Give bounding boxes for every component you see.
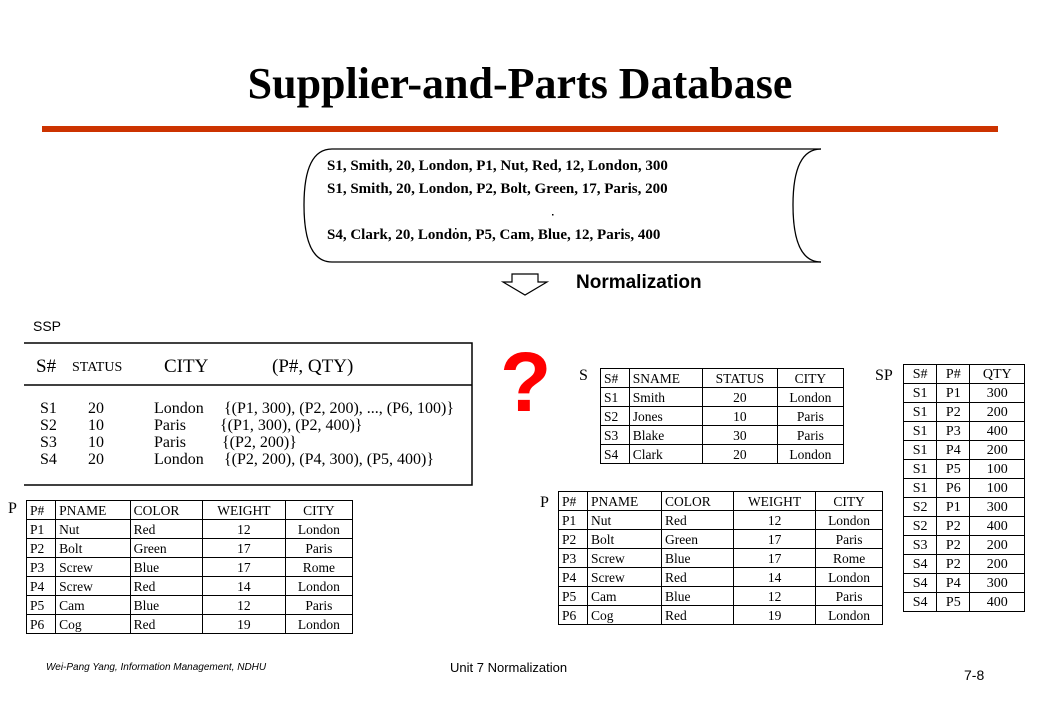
table-cell: Nut [56,520,130,539]
table-cell: 14 [203,577,286,596]
flat-record-line: S1, Smith, 20, London, P2, Bolt, Green, 17, Paris, 200 [327,181,668,197]
table-cell: Blue [130,558,202,577]
table-row [27,615,353,634]
table-cell: Paris [816,587,883,606]
table-cell: Red [662,568,734,587]
table-cell: S2 [601,407,630,426]
table-cell: Screw [56,558,130,577]
table-cell: Red [130,577,202,596]
table-row [904,517,1025,536]
table-cell: P4 [937,574,970,593]
table-row [601,388,844,407]
table-cell: 300 [970,574,1025,593]
table-cell: 300 [970,384,1025,403]
table-cell: S4 [904,574,937,593]
table-cell: 12 [203,596,286,615]
sp-table [903,364,1025,612]
table-row [601,407,844,426]
table-cell: P5 [937,593,970,612]
table-cell: 17 [733,549,815,568]
table-cell: London [285,577,352,596]
table-cell: London [285,615,352,634]
column-header: PNAME [588,492,662,511]
question-mark: ? [500,335,552,429]
table-cell: S3 [904,536,937,555]
table-cell: 17 [733,530,815,549]
table-row [27,577,353,596]
table-row [559,568,883,587]
table-cell: Paris [777,426,843,445]
column-header: COLOR [662,492,734,511]
ssp-header-city: CITY [164,356,209,377]
ssp-header-pno-qty: (P#, QTY) [272,356,354,377]
table-row [559,511,883,530]
page-number: 7-8 [964,667,985,683]
table-cell: 17 [203,539,286,558]
table-cell: Smith [629,388,702,407]
ssp-cell: Paris [154,434,186,451]
table-header-row [559,492,883,511]
table-cell: Green [662,530,734,549]
ssp-cell: 10 [88,417,104,434]
table-cell: Screw [56,577,130,596]
ssp-header-status: STATUS [72,360,123,375]
table-cell: P3 [937,422,970,441]
slide-title: Supplier-and-Parts Database [247,59,793,108]
table-cell: 400 [970,422,1025,441]
table-cell: S1 [904,384,937,403]
table-cell: P2 [559,530,588,549]
table-cell: Rome [285,558,352,577]
flat-record-line: S4, Clark, 20, London, P5, Cam, Blue, 12, Paris, 400 [327,227,661,243]
table-row [904,479,1025,498]
table-cell: S1 [601,388,630,407]
table-row [601,445,844,464]
ssp-header-sno: S# [36,356,57,377]
ssp-table [18,340,478,490]
ssp-cell: 20 [88,451,104,468]
table-cell: P1 [937,384,970,403]
title-rule [42,126,998,132]
table-cell: London [816,511,883,530]
table-cell: P6 [937,479,970,498]
table-cell: Paris [285,596,352,615]
table-cell: S4 [904,555,937,574]
table-row [904,536,1025,555]
ssp-cell: {(P2, 200), (P4, 300), (P5, 400)} [224,451,435,468]
table-row [27,520,353,539]
sp-table-label: SP [875,367,893,384]
table-cell: 30 [702,426,777,445]
table-cell: 20 [702,388,777,407]
table-cell: Rome [816,549,883,568]
table-row [904,384,1025,403]
table-cell: Screw [588,568,662,587]
table-header-row [904,365,1025,384]
table-cell: P1 [937,498,970,517]
ssp-cell: S4 [40,451,57,468]
table-cell: London [816,606,883,625]
table-cell: Red [130,615,202,634]
ssp-label: SSP [33,318,62,334]
table-row [904,403,1025,422]
column-header: S# [601,369,630,388]
table-cell: P2 [937,517,970,536]
table-cell: S1 [904,460,937,479]
table-row [27,558,353,577]
table-cell: S1 [904,403,937,422]
ssp-cell: 20 [88,400,104,417]
table-cell: Paris [816,530,883,549]
table-cell: S2 [904,498,937,517]
ssp-cell: {(P1, 300), (P2, 200), ..., (P6, 100)} [224,400,455,417]
column-header: STATUS [702,369,777,388]
table-cell: Paris [285,539,352,558]
table-cell: Red [662,606,734,625]
table-cell: London [777,445,843,464]
table-row [559,549,883,568]
ssp-cell: {(P2, 200)} [222,434,297,451]
table-cell: P6 [559,606,588,625]
table-cell: London [285,520,352,539]
table-cell: 200 [970,555,1025,574]
table-cell: Bolt [56,539,130,558]
table-cell: Cog [56,615,130,634]
table-row [559,530,883,549]
flat-record-spacer [327,201,668,224]
table-cell: Clark [629,445,702,464]
table-cell: 200 [970,536,1025,555]
table-cell: S1 [904,479,937,498]
table-cell: P3 [559,549,588,568]
table-cell: 14 [733,568,815,587]
table-cell: S4 [904,593,937,612]
table-cell: 400 [970,593,1025,612]
table-cell: S2 [904,517,937,536]
ssp-cell: London [154,400,204,417]
table-row [904,422,1025,441]
table-cell: Red [130,520,202,539]
table-cell: 100 [970,460,1025,479]
table-row [904,498,1025,517]
table-row [904,593,1025,612]
column-header: CITY [285,501,352,520]
p-table-left [26,500,353,634]
table-cell: 12 [203,520,286,539]
table-cell: Bolt [588,530,662,549]
table-cell: P4 [559,568,588,587]
column-header: QTY [970,365,1025,384]
table-row [601,426,844,445]
down-arrow-icon [500,272,550,298]
footer-author: Wei-Pang Yang, Information Management, NDHU [46,662,267,673]
table-cell: P4 [937,441,970,460]
table-cell: 300 [970,498,1025,517]
table-row [559,587,883,606]
table-cell: P1 [559,511,588,530]
table-cell: Nut [588,511,662,530]
column-header: SNAME [629,369,702,388]
table-cell: 200 [970,441,1025,460]
table-cell: 400 [970,517,1025,536]
table-header-row [27,501,353,520]
table-cell: P2 [937,403,970,422]
p-table-right [558,491,883,625]
table-cell: Blue [130,596,202,615]
column-header: WEIGHT [733,492,815,511]
table-cell: London [816,568,883,587]
table-cell: P2 [937,536,970,555]
s-table-label: S [579,367,588,384]
flat-record-list [327,155,668,247]
table-cell: 12 [733,587,815,606]
p-table-right-label: P [540,494,549,511]
ssp-cell: S2 [40,417,57,434]
table-row [904,555,1025,574]
table-cell: S1 [904,422,937,441]
flat-record-line: S1, Smith, 20, London, P1, Nut, Red, 12, London, 300 [327,158,668,174]
table-cell: P6 [27,615,56,634]
table-cell: 20 [702,445,777,464]
table-cell: P2 [27,539,56,558]
table-row [27,596,353,615]
ssp-cell: London [154,451,204,468]
column-header: WEIGHT [203,501,286,520]
column-header: CITY [816,492,883,511]
column-header: CITY [777,369,843,388]
column-header: P# [27,501,56,520]
table-cell: 200 [970,403,1025,422]
ssp-cell: 10 [88,434,104,451]
table-cell: S1 [904,441,937,460]
table-cell: Paris [777,407,843,426]
p-table-left-label: P [8,500,17,517]
table-cell: S3 [601,426,630,445]
footer-unit: Unit 7 Normalization [450,660,568,675]
table-row [904,460,1025,479]
table-cell: P5 [559,587,588,606]
table-cell: Red [662,511,734,530]
table-cell: Blue [662,587,734,606]
column-header: P# [559,492,588,511]
table-cell: Cam [588,587,662,606]
table-cell: P2 [937,555,970,574]
table-cell: Jones [629,407,702,426]
table-cell: Cog [588,606,662,625]
ssp-cell: {(P1, 300), (P2, 400)} [220,417,363,434]
table-cell: 19 [203,615,286,634]
table-cell: S4 [601,445,630,464]
table-cell: Blake [629,426,702,445]
table-cell: P1 [27,520,56,539]
table-cell: Cam [56,596,130,615]
table-cell: Screw [588,549,662,568]
ssp-cell: Paris [154,417,186,434]
table-cell: 12 [733,511,815,530]
table-header-row [601,369,844,388]
table-cell: 10 [702,407,777,426]
table-row [27,539,353,558]
table-cell: 17 [203,558,286,577]
column-header: P# [937,365,970,384]
table-cell: P4 [27,577,56,596]
column-header: S# [904,365,937,384]
ssp-cell: S1 [40,400,57,417]
table-cell: P5 [937,460,970,479]
table-row [904,441,1025,460]
column-header: PNAME [56,501,130,520]
table-cell: P5 [27,596,56,615]
table-row [904,574,1025,593]
table-cell: Blue [662,549,734,568]
table-cell: 100 [970,479,1025,498]
column-header: COLOR [130,501,202,520]
s-table [600,368,844,464]
ssp-cell: S3 [40,434,57,451]
table-cell: P3 [27,558,56,577]
table-row [559,606,883,625]
table-cell: 19 [733,606,815,625]
normalization-label: Normalization [576,272,702,293]
table-cell: London [777,388,843,407]
table-cell: Green [130,539,202,558]
